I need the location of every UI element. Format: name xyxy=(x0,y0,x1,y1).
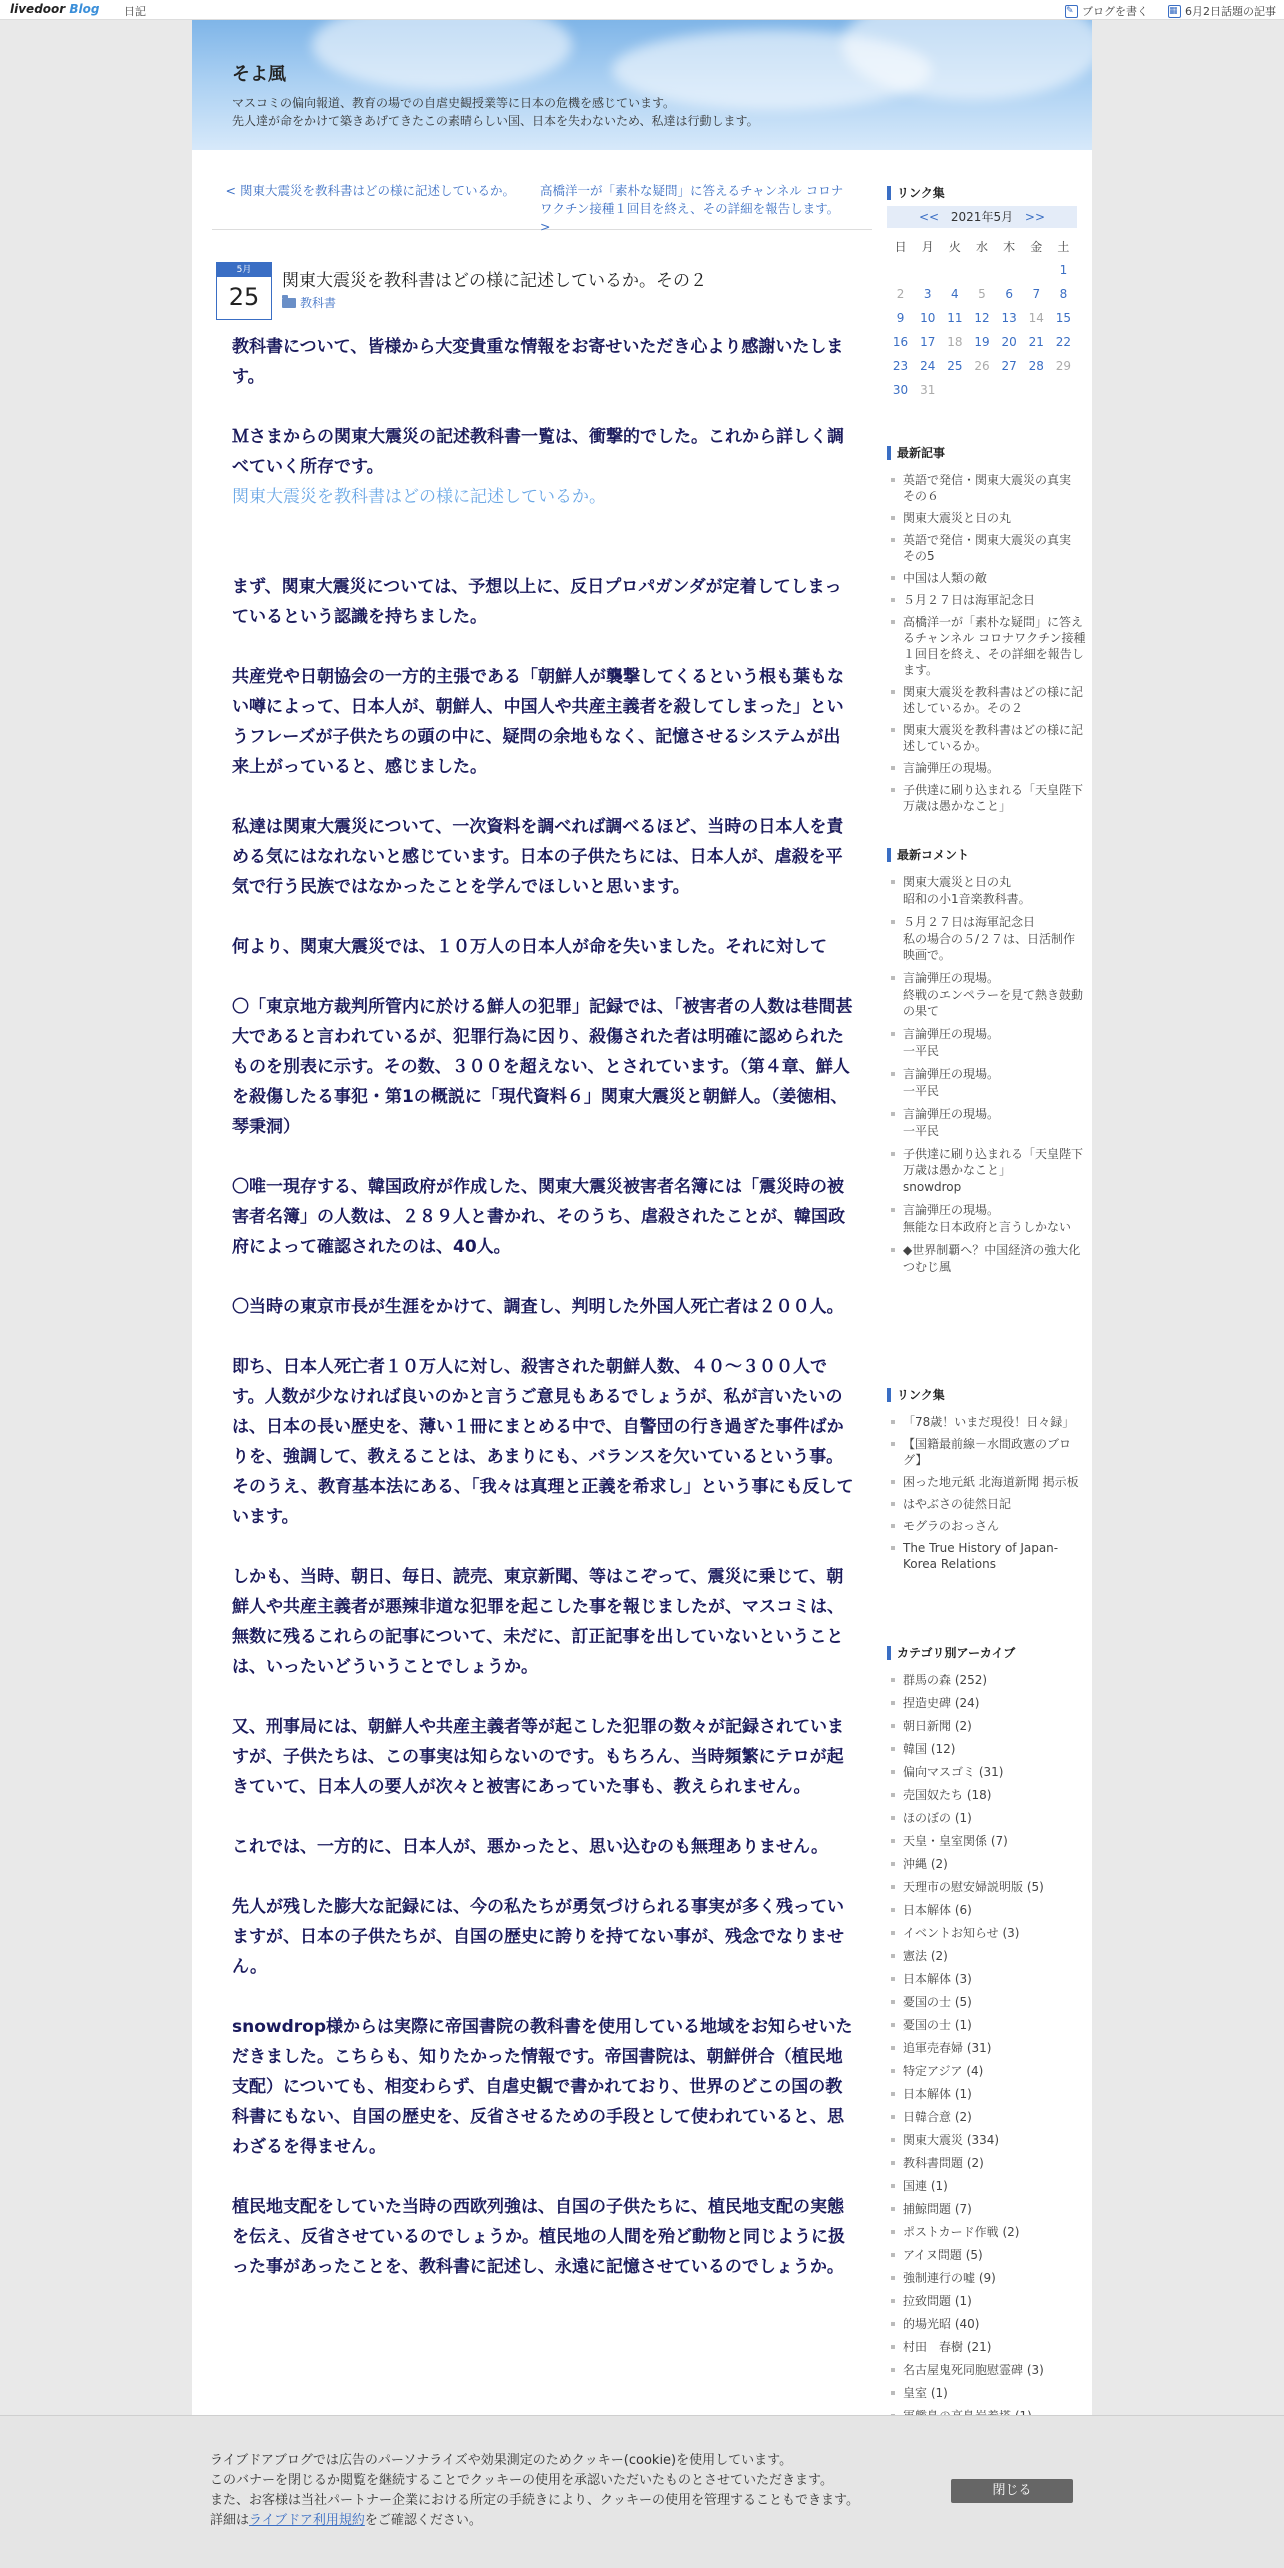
category-item[interactable]: 強制連行の嘘 (9) xyxy=(887,2270,1087,2286)
article-paragraph: 〇唯一現存する、韓国政府が作成した、関東大震災被害者名簿には「震災時の被害者名簿」の人数は、２８９人と書かれ、そのうち、虐殺されたことが、韓国政府によって確認されたのは、40人。 xyxy=(232,1177,846,1257)
next-post-link[interactable]: 高橋洋一が「素朴な疑問」に答えるチャンネル コロナワクチン接種１回目を終え、その詳細を報告します。 > xyxy=(540,183,844,234)
calendar-day xyxy=(887,258,914,282)
calendar-day: 14 xyxy=(1028,311,1044,325)
category-item[interactable]: 天皇・皇室関係 (7) xyxy=(887,1833,1087,1849)
calendar-day: 18 xyxy=(947,335,963,349)
calendar-body xyxy=(887,258,1077,402)
category-item[interactable]: 関東大震災 (334) xyxy=(887,2132,1087,2148)
calendar-day-link[interactable]: 15 xyxy=(1055,311,1072,325)
calendar-weekday: 日 xyxy=(894,239,907,254)
calendar-day xyxy=(968,378,995,402)
category-item[interactable]: 教科書問題 (2) xyxy=(887,2155,1087,2171)
calendar-weekday: 月 xyxy=(921,239,934,254)
sidebar-heading-links: リンク集 xyxy=(887,186,945,200)
calendar-week-row xyxy=(887,282,1077,306)
recent-post-item[interactable]: 関東大震災を教科書はどの様に記述しているか。その２ xyxy=(887,684,1087,716)
recent-comment-item[interactable]: 子供達に刷り込まれる「天皇陛下万歳は愚かなこと」 xyxy=(887,1146,1087,1178)
prev-post-link[interactable]: < 関東大震災を教科書はどの様に記述しているか。 xyxy=(225,183,515,198)
post-month: 5月 xyxy=(217,263,271,277)
comment-author: 無能な日本政府と言うしかない xyxy=(903,1220,1072,1234)
link-item[interactable]: 困った地元紙 北海道新聞 掲示板 xyxy=(887,1474,1087,1490)
livedoor-blog-logo[interactable]: livedoor Blog xyxy=(10,2,100,16)
article-paragraph: 何より、関東大震災では、１０万人の日本人が命を失いました。それに対して xyxy=(232,937,827,957)
calendar-week-row xyxy=(887,330,1077,354)
calendar-day-link[interactable]: 9 xyxy=(896,311,905,325)
calendar-day-link[interactable]: 10 xyxy=(920,311,936,325)
calendar-day xyxy=(996,378,1023,402)
category-item[interactable]: 追軍売春婦 (31) xyxy=(887,2040,1087,2056)
recent-post-item[interactable]: 高橋洋一が「素朴な疑問」に答えるチャンネル コロナワクチン接種１回目を終え、その詳細を報告します。 xyxy=(887,614,1087,678)
sidebar-heading-recent: 最新記事 xyxy=(887,446,945,460)
category-item[interactable]: 日韓合意 (2) xyxy=(887,2109,1087,2125)
post-day: 25 xyxy=(228,283,260,311)
recent-post-item[interactable]: 関東大震災と日の丸 xyxy=(887,510,1087,526)
calendar-day xyxy=(1023,378,1050,402)
category-list xyxy=(887,1672,1087,2431)
calendar-day-link[interactable]: 30 xyxy=(892,383,909,397)
article-inline-link[interactable]: 関東大震災を教科書はどの様に記述しているか。 xyxy=(232,487,606,507)
category-item[interactable]: ポストカード作戦 (2) xyxy=(887,2224,1087,2240)
article-paragraph: 植民地支配をしていた当時の西欧列強は、自国の子供たちに、植民地支配の実態を伝え、反省させているのでしょうか。植民地の人間を殆ど動物と同じように扱った事があったことを、教科書に記述し、永遠に記憶させているのでしょうか。 xyxy=(232,2197,846,2277)
recent-comment-item[interactable]: 言論弾圧の現場。 xyxy=(887,1066,1087,1082)
comment-author: 昭和の小1音楽教科書。 xyxy=(903,892,1031,906)
recent-comments-list xyxy=(887,874,1087,1282)
link-item[interactable]: The True History of Japan-Korea Relations xyxy=(887,1540,1087,1572)
category-item[interactable]: 的場光昭 (40) xyxy=(887,2316,1087,2332)
calendar-day-link[interactable]: 19 xyxy=(974,335,990,349)
cloud-decoration xyxy=(312,20,572,90)
blog-header xyxy=(192,20,1092,150)
calendar-day-link[interactable]: 13 xyxy=(1001,311,1017,325)
calendar-day-link[interactable]: 28 xyxy=(1028,359,1044,373)
recent-post-item[interactable]: 子供達に刷り込まれる「天皇陛下万歳は愚かなこと」 xyxy=(887,782,1087,814)
recent-comment-item[interactable]: 言論弾圧の現場。 xyxy=(887,1106,1087,1122)
article-paragraph: 共産党や日朝協会の一方的主張である「朝鮮人が襲撃してくるという根も葉もない噂によって、日本人が、朝鮮人、中国人や共産主義者を殺してしまった」というフレーズが子供たちの頭の中に、疑問の余地もなく、記憶させるシステムが出来上がっていると、感じました。 xyxy=(232,667,844,777)
comment-author: 私の場合の５/２７は、日活制作映画で。 xyxy=(903,932,1076,962)
calendar-prev-month[interactable]: << xyxy=(918,210,940,224)
calendar-day-link[interactable]: 7 xyxy=(1032,287,1041,301)
article-paragraph: これでは、一方的に、日本人が、悪かったと、思い込むのも無理ありません。 xyxy=(232,1837,829,1857)
calendar-weekday: 火 xyxy=(948,239,961,254)
recent-post-item[interactable]: 英語で発信・関東大震災の真実 その5 xyxy=(887,532,1087,564)
comment-author: 一平民 xyxy=(903,1084,940,1098)
recent-posts-list xyxy=(887,472,1087,820)
calendar-day-link[interactable]: 6 xyxy=(1005,287,1013,301)
calendar-week-row xyxy=(887,354,1077,378)
comment-author: 終戦のエンペラーを見て熱き鼓動の果て xyxy=(903,988,1084,1018)
article-paragraph: まず、関東大震災については、予想以上に、反日プロパガンダが定着してしまっているという認識を持ちました。 xyxy=(232,577,842,627)
write-blog-link[interactable]: ✎ ブログを書く xyxy=(1066,5,1148,18)
calendar-day xyxy=(1050,378,1077,402)
calendar-day: 2 xyxy=(896,287,905,301)
category-item[interactable]: イベントお知らせ (3) xyxy=(887,1925,1087,1941)
category-item[interactable]: 日本解体 (1) xyxy=(887,2086,1087,2102)
calendar-week-row xyxy=(887,378,1077,402)
calendar-day-link[interactable]: 25 xyxy=(947,359,963,373)
top-bar-right xyxy=(1065,3,1276,19)
calendar-day: 31 xyxy=(920,383,936,397)
calendar-icon: ▦ xyxy=(1168,5,1181,18)
recent-comment-item[interactable]: ５月２７日は海軍記念日 xyxy=(887,914,1087,930)
calendar-day xyxy=(968,258,995,282)
calendar-day-link[interactable]: 1 xyxy=(1059,263,1068,277)
recent-comment-item[interactable]: 関東大震災と日の丸 xyxy=(887,874,1087,890)
calendar-weekday: 水 xyxy=(975,239,988,254)
calendar-day: 5 xyxy=(978,287,986,301)
pencil-icon: ✎ xyxy=(1065,5,1078,18)
recent-comment-item[interactable]: ◆世界制覇へ？中国経済の強大化 xyxy=(887,1242,1087,1258)
comment-author: 一平民 xyxy=(903,1124,940,1138)
link-item[interactable]: 「78歳！いまだ現役！日々録」 xyxy=(887,1414,1087,1430)
comment-author: snowdrop xyxy=(903,1180,962,1194)
blog-title[interactable]: そよ風 xyxy=(232,64,286,85)
calendar-day xyxy=(941,258,968,282)
category-item[interactable]: 村田 春樹 (21) xyxy=(887,2339,1087,2355)
calendar-weekday: 土 xyxy=(1057,239,1070,254)
link-item[interactable]: 【国籍最前線－水間政憲のブログ】 xyxy=(887,1436,1087,1468)
comment-author: 一平民 xyxy=(903,1044,940,1058)
recent-post-item[interactable]: ５月２７日は海軍記念日 xyxy=(887,592,1087,608)
recent-post-item[interactable]: 英語で発信・関東大震災の真実 その６ xyxy=(887,472,1087,504)
category-item[interactable]: 憂国の士 (5) xyxy=(887,1994,1087,2010)
calendar-next-month[interactable]: >> xyxy=(1024,210,1046,224)
cookie-banner xyxy=(0,2415,1284,2568)
calendar-day-link[interactable]: 22 xyxy=(1055,335,1072,349)
calendar-day-link[interactable]: 24 xyxy=(920,359,936,373)
article-paragraph: 先人が残した膨大な記録には、今の私たちが勇気づけられる事実が多く残っていますが、日本の子供たちが、自国の歴史に誇りを持てない事が、残念でなりません。 xyxy=(232,1897,844,1977)
calendar-week-row xyxy=(887,258,1077,282)
recent-post-item[interactable]: 言論弾圧の現場。 xyxy=(887,760,1087,776)
category-item[interactable]: 日本解体 (3) xyxy=(887,1971,1087,1987)
category-item[interactable]: アイヌ問題 (5) xyxy=(887,2247,1087,2263)
calendar-day-link[interactable]: 12 xyxy=(974,311,990,325)
category-item[interactable]: 憂国の士 (1) xyxy=(887,2017,1087,2033)
calendar-day-link[interactable]: 21 xyxy=(1028,335,1044,349)
category-item[interactable]: 捏造史碑 (24) xyxy=(887,1695,1087,1711)
links-list xyxy=(887,1414,1087,1578)
calendar-weekday: 木 xyxy=(1003,239,1016,254)
link-item[interactable]: はやぶさの徒然日記 xyxy=(887,1496,1087,1512)
sidebar-heading-links2: リンク集 xyxy=(887,1388,945,1402)
main-column xyxy=(212,160,872,2277)
category-item[interactable]: ほのぼの (1) xyxy=(887,1810,1087,1826)
page-frame xyxy=(192,20,1092,2568)
article-paragraph: snowdrop様からは実際に帝国書院の教科書を使用している地域をお知らせいただきました。こちらも、知りたかった情報です。帝国書院は、朝鮮併合（植民地支配）についても、相変わらず、自虐史観で書かれており、世界のどこの国の教科書にもない、自国の歴史を、反省させるための手段として使われていると、思わざるを得ません。 xyxy=(232,2017,853,2157)
sidebar-heading-comments: 最新コメント xyxy=(887,848,969,862)
calendar-day: 26 xyxy=(974,359,990,373)
calendar-month-label: 2021年5月 xyxy=(950,210,1014,224)
calendar-week-row xyxy=(887,306,1077,330)
blog-description: マスコミの偏向報道、教育の場での自虐史観授業等に日本の危機を感じています。 先人達が命をかけて築きあげてきたこの素晴らしい国、日本を失わないため、私達は行動します。 xyxy=(232,96,759,128)
post-title[interactable]: 関東大震災を教科書はどの様に記述しているか。その２ xyxy=(282,271,707,291)
article-paragraph: 教科書について、皆様から大変貴重な情報をお寄せいただき心より感謝いたします。 xyxy=(232,337,844,387)
calendar-day xyxy=(941,378,968,402)
article-body xyxy=(232,332,857,2312)
calendar-day-link[interactable]: 23 xyxy=(892,359,909,373)
post-category[interactable]: 教科書 xyxy=(282,294,336,311)
calendar-day-link[interactable]: 3 xyxy=(923,287,932,301)
recent-comment-item[interactable]: 言論弾圧の現場。 xyxy=(887,1026,1087,1042)
category-item[interactable]: 捕鯨問題 (7) xyxy=(887,2201,1087,2217)
post-date-badge xyxy=(216,262,272,320)
sidebar-heading-categories: カテゴリ別アーカイブ xyxy=(887,1646,1015,1660)
category-item[interactable]: 日本解体 (6) xyxy=(887,1902,1087,1918)
category-item[interactable]: 群馬の森 (252) xyxy=(887,1672,1087,1688)
calendar-day-link[interactable]: 16 xyxy=(892,335,909,349)
diary-link[interactable]: 日記 xyxy=(124,5,146,18)
article-paragraph: 即ち、日本人死亡者１０万人に対し、殺害された朝鮮人数、４０～３００人です。人数が少なければ良いのかと言うご意見もあるでしょうが、私が言いたいのは、日本の長い歴史を、薄い１冊にまとめる中で、自警団の行き過ぎた事件ばかりを、強調して、教えることは、あまりにも、バランスを欠いているという事。そのうえ、教育基本法にある、「我々は真理と正義を希求し」という事にも反しています。 xyxy=(232,1357,854,1527)
calendar-day-link[interactable]: 27 xyxy=(1001,359,1017,373)
calendar-day: 29 xyxy=(1055,359,1072,373)
category-item[interactable]: 沖縄 (2) xyxy=(887,1856,1087,1872)
category-item[interactable]: 名古屋鬼死同胞慰霊碑 (3) xyxy=(887,2362,1087,2378)
category-item[interactable]: 憲法 (2) xyxy=(887,1948,1087,1964)
recent-post-item[interactable]: 中国は人類の敵 xyxy=(887,570,1087,586)
calendar-widget xyxy=(887,206,1077,402)
calendar-day-link[interactable]: 8 xyxy=(1059,287,1068,301)
calendar-day xyxy=(1023,258,1050,282)
cookie-text: ライブドアブログでは広告のパーソナライズや効果測定のためクッキー(cookie)を使用しています。 このバナーを閉じるか閲覧を継続することでクッキーの使用を承認いただいたものとさせていただきます。 また、お客様は当社パートナー企業における所定の手続きにより、クッキーの使用を管理することもできます。 詳細はライブドア利用規約をご確認ください。 xyxy=(210,2453,859,2528)
topic-link[interactable]: ▦ 6月2日話題の記事 xyxy=(1169,5,1276,18)
recent-post-item[interactable]: 関東大震災を教科書はどの様に記述しているか。 xyxy=(887,722,1087,754)
category-item[interactable]: 韓国 (12) xyxy=(887,1741,1087,1757)
article-paragraph: 又、刑事局には、朝鮮人や共産主義者等が起こした犯罪の数々が記録されていますが、子供たちは、この事実は知らないのです。もちろん、当時頻繁にテロが起きていて、日本人の要人が次々と被害にあっていた事も、教えられません。 xyxy=(232,1717,844,1797)
recent-comment-item[interactable]: 言論弾圧の現場。 xyxy=(887,970,1087,986)
cookie-close-button[interactable]: 閉じる xyxy=(951,2479,1073,2503)
calendar-day xyxy=(996,258,1023,282)
folder-icon xyxy=(282,298,296,308)
calendar-day xyxy=(914,258,941,282)
category-item[interactable]: 朝日新聞 (2) xyxy=(887,1718,1087,1734)
post-navigation xyxy=(212,160,872,234)
calendar-weekday: 金 xyxy=(1030,239,1043,254)
calendar-header xyxy=(887,206,1077,228)
category-item[interactable]: 国連 (1) xyxy=(887,2178,1087,2194)
category-item[interactable]: 売国奴たち (18) xyxy=(887,1787,1087,1803)
calendar-day-link[interactable]: 20 xyxy=(1001,335,1017,349)
calendar-weekday-row xyxy=(887,234,1077,258)
calendar-day-link[interactable]: 11 xyxy=(947,311,963,325)
category-item[interactable]: 天理市の慰安婦説明版 (5) xyxy=(887,1879,1087,1895)
category-item[interactable]: 偏向マスゴミ (31) xyxy=(887,1764,1087,1780)
category-item[interactable]: 特定アジア (4) xyxy=(887,2063,1087,2079)
link-item[interactable]: モグラのおっさん xyxy=(887,1518,1087,1534)
article-paragraph: 〇当時の東京市長が生涯をかけて、調査し、判明した外国人死亡者は２００人。 xyxy=(232,1297,844,1317)
article-paragraph: Ｍさまからの関東大震災の記述教科書一覧は、衝撃的でした。これから詳しく調べていく所存です。 関東大震災を教科書はどの様に記述しているか。 xyxy=(232,427,844,507)
category-item[interactable]: 皇室 (1) xyxy=(887,2385,1087,2401)
calendar-day-link[interactable]: 4 xyxy=(951,287,959,301)
calendar-day-link[interactable]: 17 xyxy=(920,335,936,349)
article-paragraph: 〇「東京地方裁判所管内に於ける鮮人の犯罪」記録では、「被害者の人数は巷間甚大であると言われているが、犯罪行為に因り、殺傷された者は明確に認められたものを別表に示す。その数、３００を超えない、とされています。（第４章、鮮人を殺傷したる事犯・第1の概説に「現代資料６」関東大震災と朝鮮人。（姜徳相、琴秉洞） xyxy=(232,997,853,1137)
calendar-grid xyxy=(887,234,1077,402)
article-paragraph: 私達は関東大震災について、一次資料を調べれば調べるほど、当時の日本人を責める気にはなれないと感じています。日本の子供たちには、日本人が、虐殺を平気で行う民族ではなかったことを学んでほしいと思います。 xyxy=(232,817,844,897)
category-item[interactable]: 拉致問題 (1) xyxy=(887,2293,1087,2309)
terms-link[interactable]: ライブドア利用規約 xyxy=(249,2513,365,2528)
article-paragraph: しかも、当時、朝日、毎日、読売、東京新聞、等はこぞって、震災に乗じて、朝鮮人や共産主義者が悪辣非道な犯罪を起こした事を報じましたが、マスコミは、無数に残るこれらの記事について、未だに、訂正記事を出していないということは、いったいどういうことでしょうか。 xyxy=(232,1567,844,1677)
comment-author: つむじ風 xyxy=(903,1260,952,1274)
recent-comment-item[interactable]: 言論弾圧の現場。 xyxy=(887,1202,1087,1218)
top-bar xyxy=(0,0,1284,20)
